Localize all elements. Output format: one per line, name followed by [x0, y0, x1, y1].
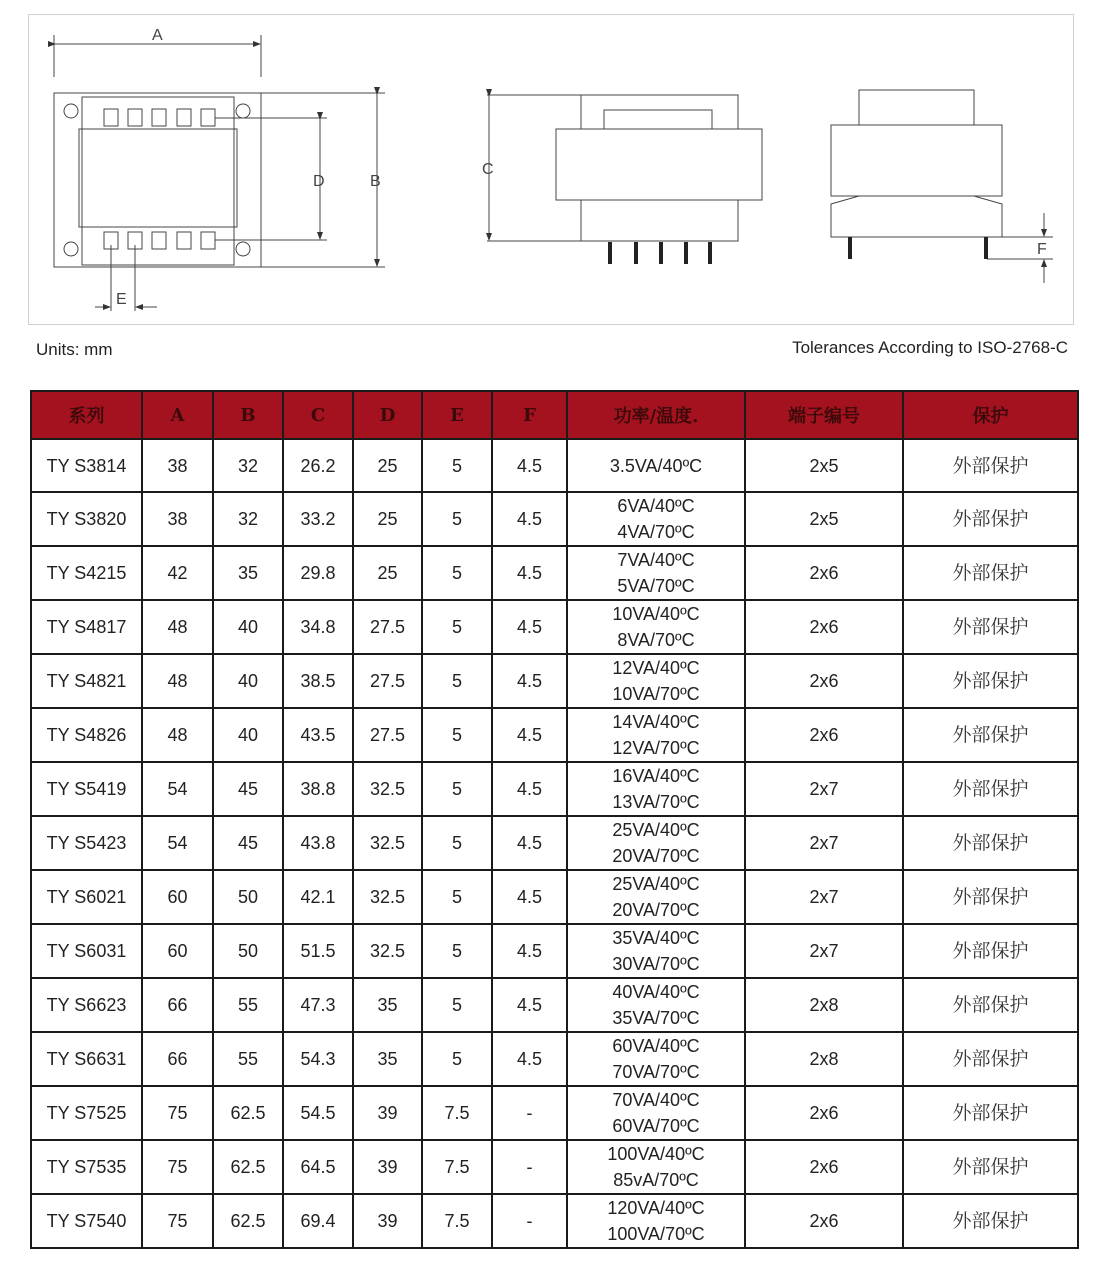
cell-pins: 2x8: [745, 978, 903, 1032]
cell-b: 62.5: [213, 1086, 283, 1140]
front-view: [487, 95, 762, 241]
cell-e: 5: [422, 439, 492, 492]
table-row: [31, 1032, 1078, 1086]
cell-power: [567, 762, 745, 816]
cell-pins: 2x7: [745, 816, 903, 870]
cell-series: TY S7540: [31, 1194, 142, 1248]
cell-a: 75: [142, 1086, 213, 1140]
cell-f: -: [492, 1086, 567, 1140]
cell-a: 75: [142, 1194, 213, 1248]
cell-a: 60: [142, 870, 213, 924]
table-row: [31, 1140, 1078, 1194]
tolerance-note: Tolerances According to ISO-2768-C: [792, 338, 1068, 357]
cell-protection: 外部保护: [903, 654, 1078, 708]
cell-d: 39: [353, 1140, 422, 1194]
cell-pins: 2x6: [745, 1086, 903, 1140]
power-rating: 60VA/40ºC: [612, 1036, 700, 1056]
table-row: [31, 654, 1078, 708]
cell-e: 5: [422, 1032, 492, 1086]
power-rating: 35VA/40ºC: [612, 928, 700, 948]
side-view: [831, 90, 1053, 283]
table-row: [31, 439, 1078, 492]
cell-a: 38: [142, 492, 213, 546]
power-rating: 70VA/70ºC: [612, 1062, 700, 1082]
cell-pins: 2x6: [745, 600, 903, 654]
cell-e: 5: [422, 708, 492, 762]
cell-d: 32.5: [353, 870, 422, 924]
cell-e: 7.5: [422, 1086, 492, 1140]
top-pins: [104, 109, 215, 249]
cell-pins: 2x7: [745, 762, 903, 816]
dim-label-b: B: [370, 173, 381, 190]
cell-f: 4.5: [492, 870, 567, 924]
cell-d: 27.5: [353, 708, 422, 762]
cell-power: [567, 708, 745, 762]
top-view: [54, 35, 385, 311]
power-rating: 85vA/70ºC: [613, 1170, 699, 1190]
cell-c: 33.2: [283, 492, 353, 546]
cell-e: 5: [422, 870, 492, 924]
cell-d: 25: [353, 492, 422, 546]
power-rating: 40VA/40ºC: [612, 982, 700, 1002]
cell-protection: 外部保护: [903, 1086, 1078, 1140]
cell-b: 40: [213, 600, 283, 654]
cell-series: TY S4215: [31, 546, 142, 600]
cell-series: TY S5419: [31, 762, 142, 816]
cell-f: 4.5: [492, 762, 567, 816]
cell-e: 5: [422, 654, 492, 708]
cell-f: 4.5: [492, 708, 567, 762]
cell-power: [567, 1032, 745, 1086]
cell-power: [567, 600, 745, 654]
table-row: [31, 546, 1078, 600]
cell-pins: 2x8: [745, 1032, 903, 1086]
dim-label-f: F: [1037, 241, 1047, 258]
power-rating: 12VA/40ºC: [612, 658, 700, 678]
power-rating: 6VA/40ºC: [617, 496, 695, 516]
cell-protection: 外部保护: [903, 1032, 1078, 1086]
cell-b: 45: [213, 762, 283, 816]
table-row: [31, 1194, 1078, 1248]
cell-b: 62.5: [213, 1194, 283, 1248]
cell-e: 5: [422, 816, 492, 870]
cell-f: 4.5: [492, 654, 567, 708]
cell-a: 54: [142, 762, 213, 816]
cell-f: 4.5: [492, 816, 567, 870]
cell-power: [567, 439, 745, 492]
cell-f: 4.5: [492, 1032, 567, 1086]
header-c: C: [283, 391, 353, 439]
cell-pins: 2x6: [745, 708, 903, 762]
cell-e: 5: [422, 546, 492, 600]
cell-series: TY S3814: [31, 439, 142, 492]
front-pins: [608, 242, 712, 264]
transformer-drawing-svg: [29, 15, 1075, 326]
cell-d: 27.5: [353, 600, 422, 654]
header-b: B: [213, 391, 283, 439]
cell-pins: 2x5: [745, 439, 903, 492]
cell-c: 69.4: [283, 1194, 353, 1248]
cell-protection: 外部保护: [903, 816, 1078, 870]
cell-e: 5: [422, 600, 492, 654]
header-power: 功率/温度.: [567, 391, 745, 439]
cell-b: 40: [213, 654, 283, 708]
cell-power: [567, 924, 745, 978]
cell-a: 42: [142, 546, 213, 600]
cell-f: 4.5: [492, 492, 567, 546]
dim-label-c: C: [482, 161, 494, 178]
cell-protection: 外部保护: [903, 439, 1078, 492]
cell-power: [567, 1140, 745, 1194]
side-pins: [848, 237, 988, 259]
cell-protection: 外部保护: [903, 708, 1078, 762]
cell-a: 66: [142, 978, 213, 1032]
table-row: [31, 1086, 1078, 1140]
cell-protection: 外部保护: [903, 924, 1078, 978]
cell-e: 7.5: [422, 1194, 492, 1248]
table-row: [31, 600, 1078, 654]
power-rating: 120VA/40ºC: [607, 1198, 705, 1218]
units-note: Units: mm: [36, 340, 113, 359]
table-row: [31, 816, 1078, 870]
dimension-drawing: [28, 14, 1074, 325]
cell-d: 39: [353, 1194, 422, 1248]
cell-e: 7.5: [422, 1140, 492, 1194]
cell-d: 32.5: [353, 924, 422, 978]
power-rating: 12VA/70ºC: [612, 738, 700, 758]
power-rating: 8VA/70ºC: [617, 630, 695, 650]
cell-b: 62.5: [213, 1140, 283, 1194]
header-e: E: [422, 391, 492, 439]
cell-e: 5: [422, 924, 492, 978]
cell-e: 5: [422, 492, 492, 546]
cell-a: 75: [142, 1140, 213, 1194]
cell-a: 66: [142, 1032, 213, 1086]
cell-b: 50: [213, 924, 283, 978]
cell-c: 38.5: [283, 654, 353, 708]
table-row: [31, 708, 1078, 762]
cell-power: [567, 870, 745, 924]
table-header-row: [31, 391, 1078, 439]
table-row: [31, 924, 1078, 978]
power-rating: 10VA/40ºC: [612, 604, 700, 624]
header-pins: 端子编号: [745, 391, 903, 439]
cell-c: 54.3: [283, 1032, 353, 1086]
cell-c: 43.8: [283, 816, 353, 870]
cell-b: 45: [213, 816, 283, 870]
cell-pins: 2x5: [745, 492, 903, 546]
cell-c: 64.5: [283, 1140, 353, 1194]
power-rating: 3.5VA/40ºC: [609, 455, 703, 476]
cell-d: 39: [353, 1086, 422, 1140]
cell-power: [567, 978, 745, 1032]
power-rating: 25VA/40ºC: [612, 874, 700, 894]
cell-power: [567, 654, 745, 708]
power-rating: 10VA/70ºC: [612, 684, 700, 704]
cell-f: 4.5: [492, 600, 567, 654]
cell-power: [567, 546, 745, 600]
cell-b: 55: [213, 1032, 283, 1086]
cell-a: 60: [142, 924, 213, 978]
cell-f: 4.5: [492, 439, 567, 492]
cell-pins: 2x6: [745, 1140, 903, 1194]
cell-c: 34.8: [283, 600, 353, 654]
cell-series: TY S6631: [31, 1032, 142, 1086]
cell-c: 43.5: [283, 708, 353, 762]
cell-series: TY S7535: [31, 1140, 142, 1194]
cell-c: 26.2: [283, 439, 353, 492]
power-rating: 16VA/40ºC: [612, 766, 700, 786]
cell-f: 4.5: [492, 924, 567, 978]
dim-label-e: E: [116, 291, 127, 308]
cell-b: 50: [213, 870, 283, 924]
cell-d: 32.5: [353, 762, 422, 816]
cell-series: TY S5423: [31, 816, 142, 870]
cell-series: TY S4826: [31, 708, 142, 762]
power-rating: 35VA/70ºC: [612, 1008, 700, 1028]
power-rating: 70VA/40ºC: [612, 1090, 700, 1110]
cell-c: 51.5: [283, 924, 353, 978]
cell-c: 29.8: [283, 546, 353, 600]
power-rating: 4VA/70ºC: [617, 522, 695, 542]
cell-e: 5: [422, 978, 492, 1032]
table-row: [31, 870, 1078, 924]
power-rating: 30VA/70ºC: [612, 954, 700, 974]
power-rating: 100VA/70ºC: [607, 1224, 705, 1244]
power-rating: 13VA/70ºC: [612, 792, 700, 812]
power-rating: 25VA/40ºC: [612, 820, 700, 840]
cell-c: 54.5: [283, 1086, 353, 1140]
power-rating: 5VA/70ºC: [617, 576, 695, 596]
spec-table: [30, 390, 1079, 1249]
cell-series: TY S4817: [31, 600, 142, 654]
cell-c: 38.8: [283, 762, 353, 816]
cell-pins: 2x7: [745, 870, 903, 924]
power-rating: 60VA/70ºC: [612, 1116, 700, 1136]
cell-pins: 2x6: [745, 546, 903, 600]
cell-d: 25: [353, 439, 422, 492]
power-rating: 20VA/70ºC: [612, 900, 700, 920]
cell-protection: 外部保护: [903, 978, 1078, 1032]
cell-power: [567, 1194, 745, 1248]
cell-series: TY S6031: [31, 924, 142, 978]
cell-power: [567, 816, 745, 870]
cell-b: 55: [213, 978, 283, 1032]
cell-c: 42.1: [283, 870, 353, 924]
header-d: D: [353, 391, 422, 439]
cell-protection: 外部保护: [903, 762, 1078, 816]
cell-protection: 外部保护: [903, 492, 1078, 546]
table-row: [31, 762, 1078, 816]
cell-d: 35: [353, 978, 422, 1032]
cell-series: TY S6021: [31, 870, 142, 924]
cell-c: 47.3: [283, 978, 353, 1032]
power-rating: 20VA/70ºC: [612, 846, 700, 866]
header-a: A: [142, 391, 213, 439]
cell-b: 32: [213, 439, 283, 492]
cell-a: 48: [142, 708, 213, 762]
cell-protection: 外部保护: [903, 870, 1078, 924]
power-rating: 14VA/40ºC: [612, 712, 700, 732]
cell-pins: 2x6: [745, 1194, 903, 1248]
cell-series: TY S7525: [31, 1086, 142, 1140]
cell-protection: 外部保护: [903, 546, 1078, 600]
cell-f: 4.5: [492, 978, 567, 1032]
cell-a: 38: [142, 439, 213, 492]
cell-power: [567, 492, 745, 546]
cell-protection: 外部保护: [903, 1140, 1078, 1194]
cell-series: TY S6623: [31, 978, 142, 1032]
table-row: [31, 978, 1078, 1032]
cell-protection: 外部保护: [903, 1194, 1078, 1248]
table-row: [31, 492, 1078, 546]
table-body: [31, 439, 1078, 1248]
cell-protection: 外部保护: [903, 600, 1078, 654]
cell-a: 54: [142, 816, 213, 870]
cell-a: 48: [142, 654, 213, 708]
cell-series: TY S4821: [31, 654, 142, 708]
cell-b: 40: [213, 708, 283, 762]
cell-d: 27.5: [353, 654, 422, 708]
cell-b: 32: [213, 492, 283, 546]
cell-d: 25: [353, 546, 422, 600]
cell-d: 32.5: [353, 816, 422, 870]
header-series: 系列: [31, 391, 142, 439]
header-f: F: [492, 391, 567, 439]
cell-a: 48: [142, 600, 213, 654]
power-rating: 7VA/40ºC: [617, 550, 695, 570]
power-rating: 100VA/40ºC: [607, 1144, 705, 1164]
dim-labels: [116, 27, 1047, 308]
cell-f: -: [492, 1194, 567, 1248]
cell-power: [567, 1086, 745, 1140]
header-protection: 保护: [903, 391, 1078, 439]
cell-b: 35: [213, 546, 283, 600]
cell-pins: 2x7: [745, 924, 903, 978]
cell-pins: 2x6: [745, 654, 903, 708]
cell-f: 4.5: [492, 546, 567, 600]
cell-series: TY S3820: [31, 492, 142, 546]
dim-label-d: D: [313, 173, 325, 190]
cell-d: 35: [353, 1032, 422, 1086]
cell-e: 5: [422, 762, 492, 816]
dim-label-a: A: [152, 27, 163, 44]
cell-f: -: [492, 1140, 567, 1194]
